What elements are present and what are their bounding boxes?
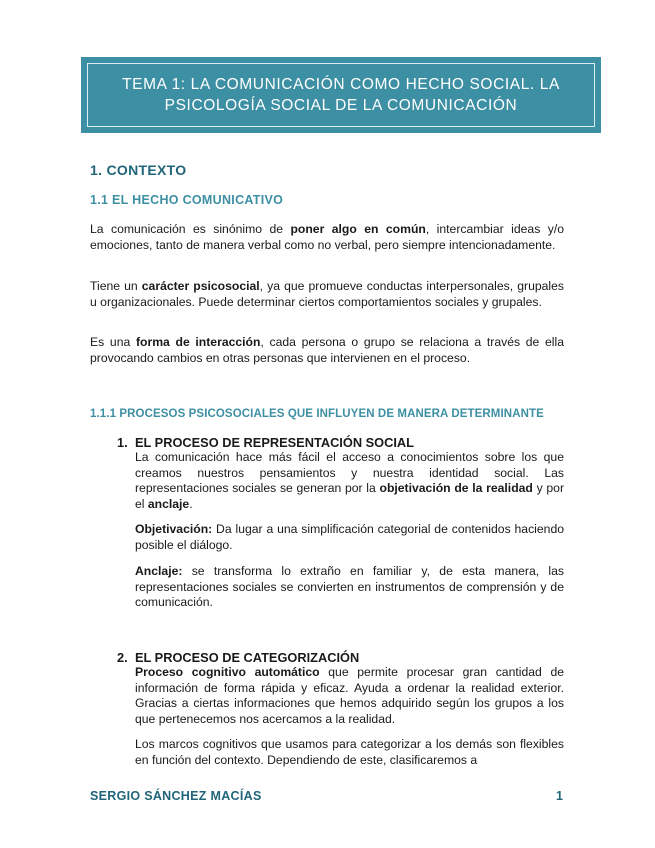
title-line-2: PSICOLOGÍA SOCIAL DE LA COMUNICACIÓN [164, 97, 518, 114]
section-heading-contexto: 1. CONTEXTO [90, 162, 187, 178]
title-frame [87, 63, 595, 127]
list-number: 2. [117, 650, 128, 665]
page-number: 1 [556, 789, 563, 803]
paragraph-comunicacion: La comunicación es sinónimo de poner algo en común, intercambiar ideas y/o emociones, tanto de manera verbal como no verbal, pero siempre intencionadamente. [90, 222, 564, 252]
footer-author: SERGIO SÁNCHEZ MACÍAS [90, 789, 262, 803]
paragraph-anclaje: Anclaje: se transforma lo extraño en familiar y, de esta manera, las representaciones sociales se convierten en instrumentos de comprensión y de comunicación. [135, 564, 564, 610]
list-item-title-categorizacion: 2. EL PROCESO DE CATEGORIZACIÓN [117, 650, 360, 665]
paragraph-objetivacion: Objetivación: Da lugar a una simplificación categorial de contenidos haciendo posible el diálogo. [135, 522, 564, 552]
title-line-1: TEMA 1: LA COMUNICACIÓN COMO HECHO SOCIAL. LA [122, 76, 560, 93]
list-item-title-representacion-social: 1. EL PROCESO DE REPRESENTACIÓN SOCIAL [117, 435, 414, 450]
title-banner [81, 57, 601, 133]
paragraph-forma-interaccion: Es una forma de interacción, cada persona o grupo se relaciona a través de ella provocando cambios en otras personas que intervienen en el proceso. [90, 335, 564, 365]
paragraph-representacion-social: La comunicación hace más fácil el acceso a conocimientos sobre los que creamos nuestros pensamientos y nuestra identidad social. Las representaciones sociales se generan por la objetivación de la realidad y por el anclaje. [135, 450, 565, 511]
paragraph-marcos-cognitivos: Los marcos cognitivos que usamos para categorizar a los demás son flexibles en función del contexto. Dependiendo de este, clasificaremos a [135, 737, 564, 767]
paragraph-proceso-cognitivo: Proceso cognitivo automático que permite procesar gran cantidad de información de forma rápida y eficaz. Ayuda a ordenar la realidad exterior. Gracias a ciertas informaciones que hemos adquirido según los grupos a los que pertenecemos nos acercamos a la realidad. [135, 665, 565, 726]
section-heading-hecho-comunicativo: 1.1 EL HECHO COMUNICATIVO [90, 193, 284, 207]
section-heading-procesos-psicosociales: 1.1.1 PROCESOS PSICOSOCIALES QUE INFLUYEN DE MANERA DETERMINANTE [90, 408, 544, 420]
list-number: 1. [117, 435, 128, 450]
paragraph-caracter-psicosocial: Tiene un carácter psicosocial, ya que promueve conductas interpersonales, grupales u organizacionales. Puede determinar ciertos comportamientos sociales y grupales. [90, 279, 564, 309]
